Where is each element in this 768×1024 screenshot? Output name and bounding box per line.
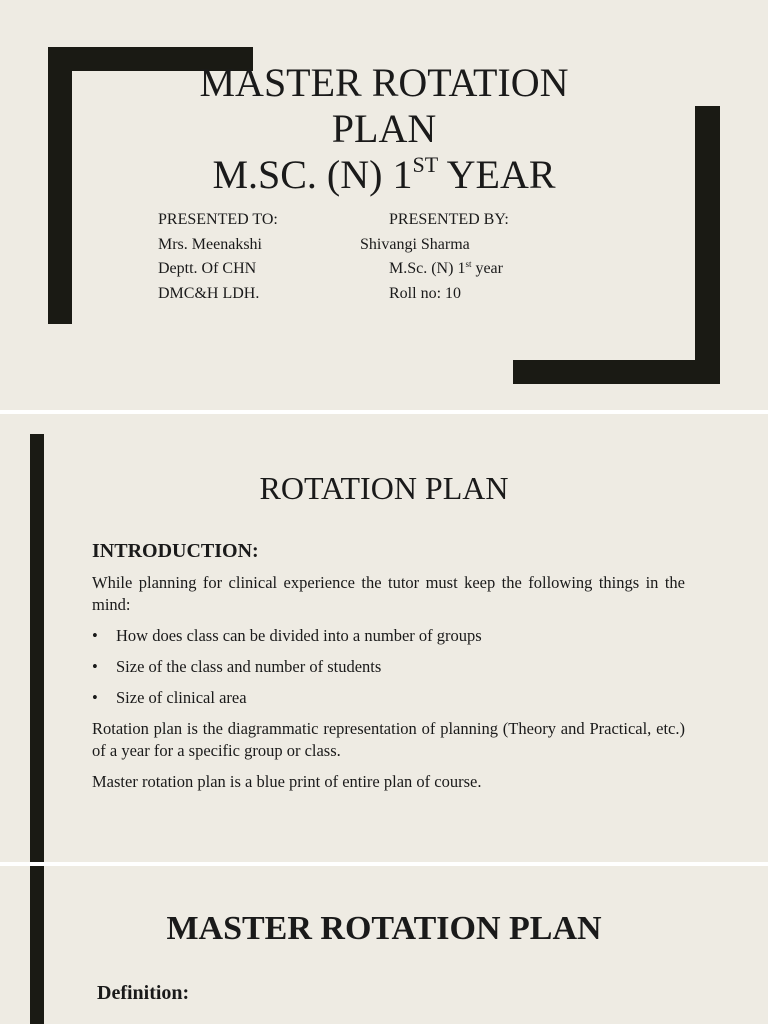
master-rotation-slide (0, 866, 768, 1024)
bullet-icon: • (92, 657, 98, 676)
presented-to-heading: PRESENTED TO: (158, 211, 278, 228)
bullet-icon: • (92, 626, 98, 645)
presenter-name: Shivangi Sharma (360, 235, 470, 253)
introduction-heading: INTRODUCTION: (92, 540, 259, 562)
presented-by-heading: PRESENTED BY: (389, 211, 509, 228)
presented-to-block (158, 208, 278, 306)
rotation-plan-paragraph: Rotation plan is the diagrammatic representation of planning (Theory and Practical, etc.) of a year for a specific group or class. (92, 719, 685, 760)
list-item (92, 687, 685, 709)
intro-paragraph: While planning for clinical experience the tutor must keep the following things in the mind: (92, 573, 685, 614)
bracket-bottom-right-horizontal (513, 360, 720, 384)
main-title-line-2: PLAN (331, 106, 437, 151)
slide-body (92, 572, 685, 802)
list-item-text: How does class can be divided into a number of groups (116, 626, 482, 645)
bullet-icon: • (92, 688, 98, 707)
presented-to-line: Mrs. Meenakshi (158, 235, 262, 253)
bracket-bottom-right-vertical (695, 106, 720, 384)
presented-to-line: Deptt. Of CHN (158, 260, 257, 277)
definition-heading: Definition: (97, 982, 190, 1004)
main-title (100, 60, 668, 198)
bracket-top-left-vertical (48, 47, 72, 324)
main-title-line-1: MASTER ROTATION (199, 60, 569, 105)
master-rotation-paragraph: Master rotation plan is a blue print of entire plan of course. (92, 772, 482, 791)
presented-by-block (360, 208, 509, 306)
title-slide (0, 0, 768, 410)
list-item (92, 656, 685, 678)
list-item-text: Size of clinical area (116, 688, 247, 707)
course-suffix: year (471, 260, 503, 277)
main-subtitle (100, 152, 668, 198)
slide-title: ROTATION PLAN (259, 470, 509, 506)
presented-to-line: DMC&H LDH. (158, 284, 260, 302)
list-item-text: Size of the class and number of students (116, 657, 382, 676)
rotation-plan-slide (0, 414, 768, 862)
course-superscript: st (465, 259, 472, 269)
subtitle-prefix: M.SC. (N) 1 (212, 152, 413, 197)
subtitle-superscript: ST (412, 152, 439, 177)
slide-title: MASTER ROTATION PLAN (166, 910, 602, 947)
bullet-list (92, 625, 685, 709)
subtitle-suffix: YEAR (438, 152, 556, 197)
list-item (92, 625, 685, 647)
presenter-roll: Roll no: 10 (389, 284, 462, 302)
presenter-course (360, 257, 509, 282)
course-prefix: M.Sc. (N) 1 (389, 260, 466, 277)
